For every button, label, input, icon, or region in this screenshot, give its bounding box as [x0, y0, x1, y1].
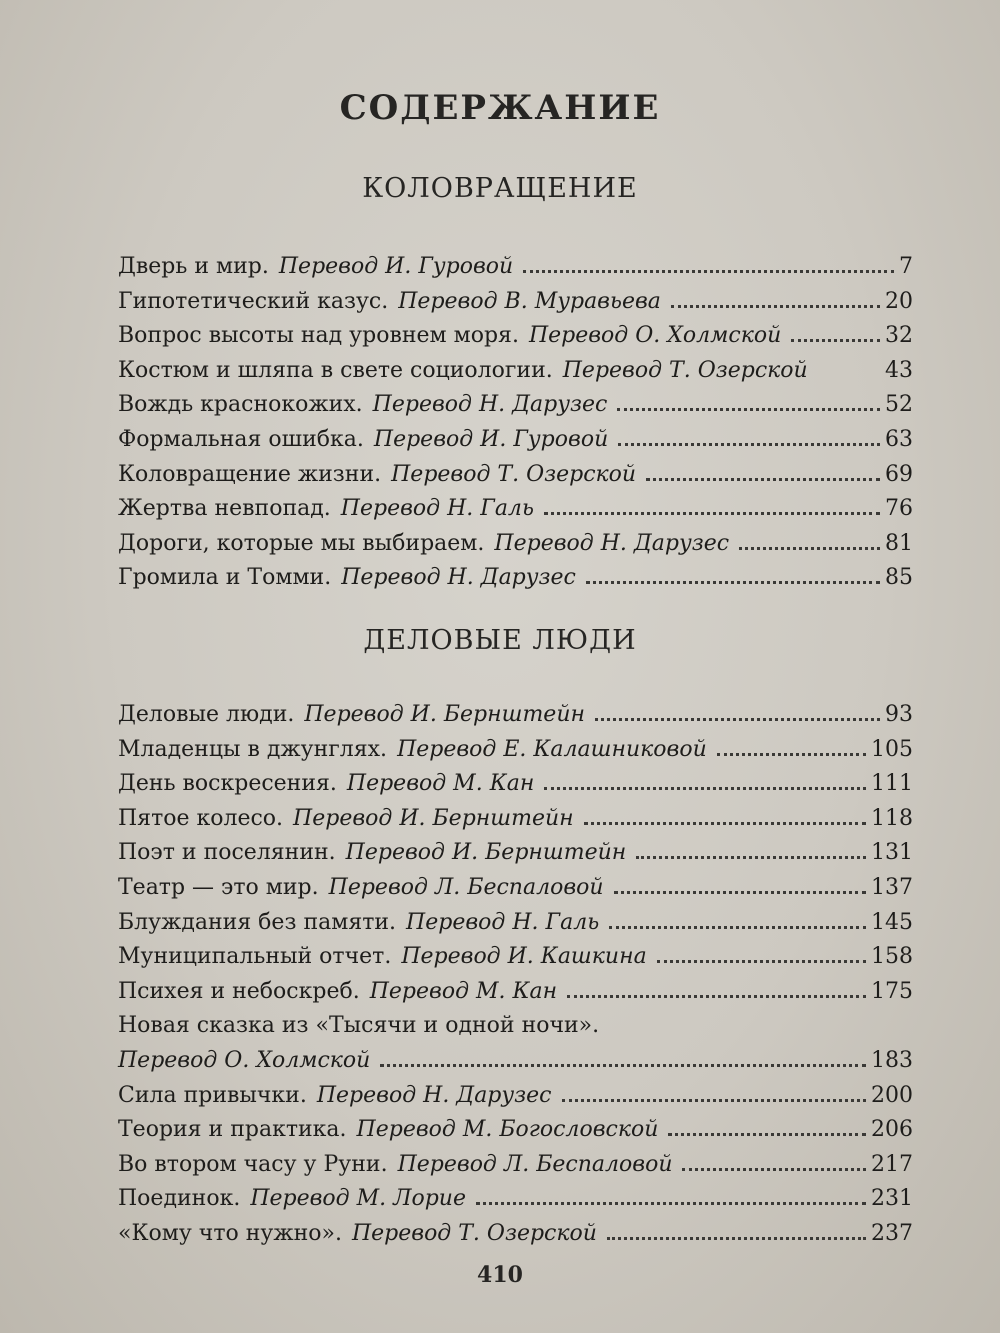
entry-title: Жертва невпопад.: [118, 496, 331, 522]
toc-entry: [118, 840, 913, 875]
entry-title: Громила и Томми.: [118, 565, 332, 591]
toc-entry: [118, 358, 913, 393]
entry-translator: Перевод О. Холмской: [528, 323, 782, 349]
entry-translator: Перевод М. Богословской: [356, 1117, 659, 1143]
entry-translator: Перевод И. Бернштейн: [304, 702, 585, 727]
entry-translator: Перевод В. Муравьева: [398, 288, 661, 314]
page-number: 410: [477, 1262, 523, 1288]
entry-translator: Перевод И. Гуровой: [278, 254, 514, 279]
toc-entry: [118, 462, 913, 497]
dot-leader: [595, 718, 880, 721]
entry-page: 76: [885, 496, 913, 522]
entry-title: Вождь краснокожих.: [118, 392, 363, 418]
dot-leader: [617, 408, 880, 411]
dot-leader: [562, 1099, 867, 1102]
entry-page: 69: [885, 461, 913, 487]
toc-entry: [118, 392, 913, 427]
dot-leader: [523, 270, 894, 273]
dot-leader: [607, 1237, 866, 1240]
entry-title: Во втором часу у Руни.: [118, 1151, 388, 1177]
entry-title: Коловращение жизни.: [118, 461, 382, 487]
toc-entry: [118, 1152, 913, 1187]
dot-leader: [818, 374, 880, 377]
entry-translator: Перевод Т. Озерской: [391, 461, 637, 487]
dot-leader: [567, 995, 866, 998]
entry-page: 43: [885, 357, 913, 383]
entry-title: Новая сказка из «Тысячи и одной ночи».: [118, 1013, 600, 1039]
entry-page: 175: [871, 978, 913, 1004]
toc-entry-title-line: [118, 1013, 913, 1048]
page-title: СОДЕРЖАНИЕ: [339, 88, 661, 128]
dot-leader: [668, 1133, 866, 1136]
toc-entry: [118, 427, 913, 462]
entry-title: Костюм и шляпа в свете социологии.: [118, 357, 553, 383]
entry-title: Теория и практика.: [118, 1117, 347, 1143]
toc-entry: [118, 254, 913, 289]
dot-leader: [544, 787, 866, 790]
toc-entry: [118, 289, 913, 324]
toc-entry: [118, 806, 913, 841]
entry-translator: Перевод Н. Галь: [340, 496, 534, 522]
entry-translator: Перевод Н. Дарузес: [316, 1082, 552, 1108]
entry-page: 81: [885, 530, 913, 556]
dot-leader: [584, 822, 866, 825]
entry-page: 206: [871, 1117, 913, 1143]
entry-translator: Перевод Т. Озерской: [351, 1220, 597, 1246]
entry-title: Дороги, которые мы выбираем.: [118, 530, 485, 556]
toc-entry: [118, 323, 913, 358]
entry-translator: Перевод Н. Галь: [406, 909, 600, 935]
entry-page: 200: [871, 1082, 913, 1108]
entry-title: Муниципальный отчет.: [118, 944, 392, 970]
toc-entry: [118, 944, 913, 979]
toc-entry: [118, 1221, 913, 1256]
entry-translator: Перевод Е. Калашниковой: [397, 736, 707, 762]
dot-leader: [636, 856, 866, 859]
toc-entry: [118, 1117, 913, 1152]
entry-page: 111: [871, 771, 913, 797]
entry-title: Психея и небоскреб.: [118, 978, 360, 1004]
entry-translator: Перевод Н. Дарузес: [372, 392, 608, 418]
entry-title: Формальная ошибка.: [118, 426, 364, 452]
entry-title: Младенцы в джунглях.: [118, 736, 388, 762]
entry-title: Деловые люди.: [118, 702, 295, 727]
entry-translator: Перевод М. Кан: [346, 771, 535, 797]
toc-entry: [118, 979, 913, 1014]
toc-list-section-2: [118, 702, 913, 1256]
toc-entry: [118, 531, 913, 566]
entry-title: «Кому что нужно».: [118, 1220, 342, 1246]
entry-title: Вопрос высоты над уровнем моря.: [118, 323, 519, 349]
entry-translator: Перевод М. Лорие: [250, 1186, 466, 1212]
entry-title: Блуждания без памяти.: [118, 909, 397, 935]
section-heading-delovye-lyudi: ДЕЛОВЫЕ ЛЮДИ: [363, 625, 637, 656]
entry-page: 7: [899, 254, 913, 279]
dot-leader: [476, 1202, 866, 1205]
entry-page: 145: [871, 909, 913, 935]
entry-title: Поэт и поселянин.: [118, 840, 336, 866]
entry-page: 20: [885, 288, 913, 314]
entry-translator: Перевод И. Бернштейн: [345, 840, 627, 866]
entry-page: 52: [885, 392, 913, 418]
dot-leader: [544, 512, 880, 515]
toc-entry: [118, 737, 913, 772]
entry-title: Пятое колесо.: [118, 805, 284, 831]
entry-translator: Перевод И. Гуровой: [373, 426, 609, 452]
entry-page: 137: [871, 874, 913, 900]
toc-entry: [118, 702, 913, 737]
dot-leader: [618, 443, 880, 446]
entry-page: 231: [871, 1186, 913, 1212]
dot-leader: [646, 478, 880, 481]
entry-page: 105: [871, 736, 913, 762]
entry-page: 131: [871, 840, 913, 866]
dot-leader: [380, 1064, 866, 1067]
entry-translator: Перевод Н. Дарузес: [341, 565, 576, 591]
entry-page: 183: [871, 1047, 913, 1073]
entry-translator: Перевод Н. Дарузес: [494, 530, 730, 556]
entry-page: 237: [871, 1220, 913, 1246]
entry-title: Гипотетический казус.: [118, 288, 389, 314]
dot-leader: [671, 305, 880, 308]
entry-page: 93: [885, 702, 913, 727]
entry-translator: Перевод О. Холмской: [118, 1047, 371, 1073]
toc-entry: [118, 1083, 913, 1118]
entry-title: День воскресения.: [118, 771, 337, 797]
entry-title: Поединок.: [118, 1186, 241, 1212]
toc-list-section-1: [118, 254, 913, 600]
section-heading-kolovrashchenie: КОЛОВРАЩЕНИЕ: [362, 173, 638, 204]
toc-entry: [118, 496, 913, 531]
entry-translator: Перевод М. Кан: [369, 978, 558, 1004]
toc-entry: [118, 565, 913, 600]
dot-leader: [717, 753, 866, 756]
entry-page: 85: [885, 565, 913, 591]
entry-title: Театр — это мир.: [118, 874, 319, 900]
entry-title: Дверь и мир.: [118, 254, 269, 279]
entry-translator: Перевод Л. Беспаловой: [397, 1151, 673, 1177]
entry-translator: Перевод И. Кашкина: [401, 944, 647, 970]
toc-entry: [118, 1048, 913, 1083]
dot-leader: [586, 581, 880, 584]
toc-entry: [118, 875, 913, 910]
dot-leader: [682, 1168, 866, 1171]
entry-page: 118: [871, 805, 913, 831]
dot-leader: [609, 926, 866, 929]
dot-leader: [614, 891, 866, 894]
toc-entry: [118, 1186, 913, 1221]
entry-title: Сила привычки.: [118, 1082, 307, 1108]
entry-page: 158: [871, 944, 913, 970]
entry-page: 32: [885, 323, 913, 349]
toc-entry: [118, 771, 913, 806]
entry-page: 63: [885, 426, 913, 452]
toc-entry: [118, 910, 913, 945]
entry-translator: Перевод Л. Беспаловой: [328, 874, 604, 900]
entry-translator: Перевод Т. Озерской: [562, 357, 808, 383]
dot-leader: [739, 547, 880, 550]
dot-leader: [657, 960, 866, 963]
entry-page: 217: [871, 1151, 913, 1177]
dot-leader: [791, 339, 880, 342]
entry-translator: Перевод И. Бернштейн: [293, 805, 574, 831]
